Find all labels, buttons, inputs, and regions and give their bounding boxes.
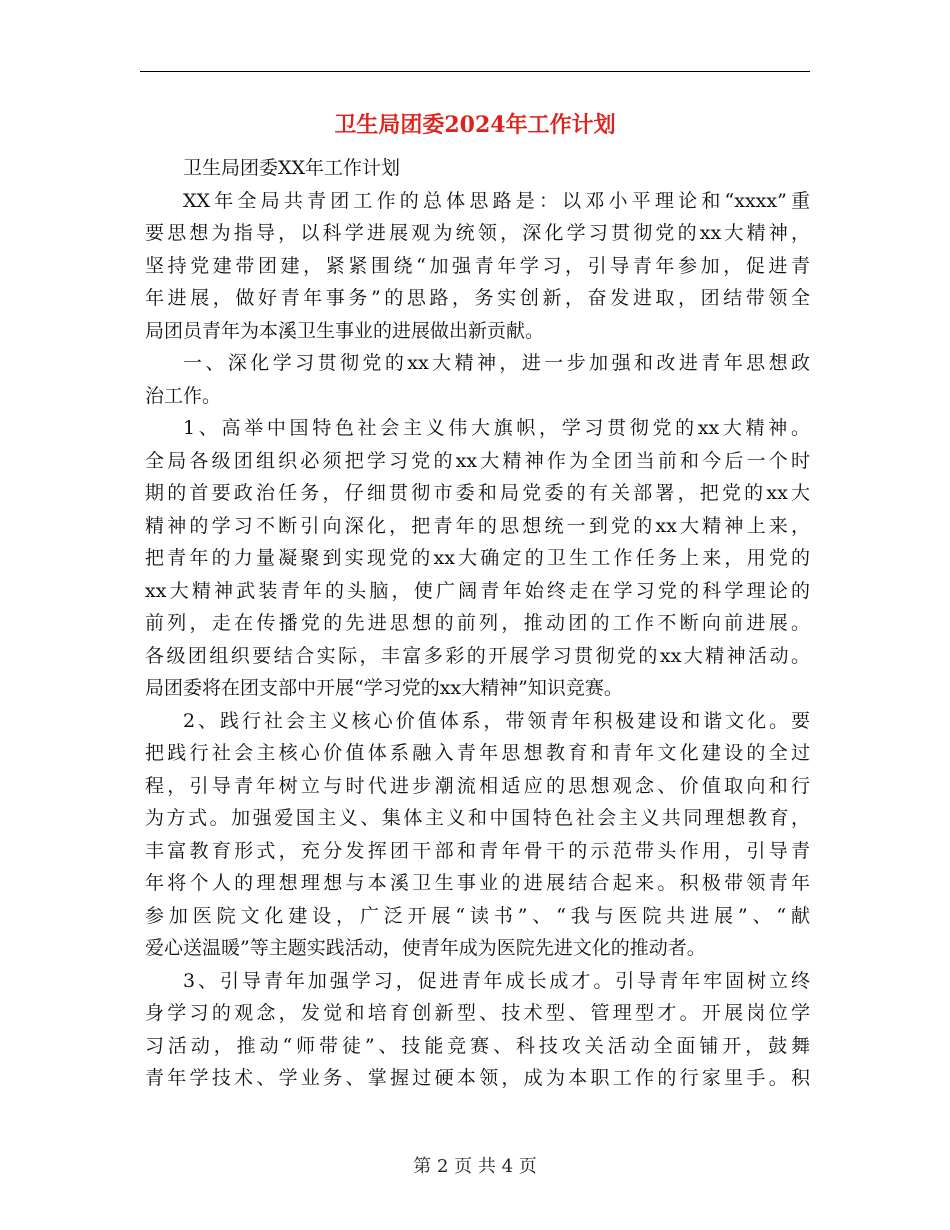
paragraph-line: 坚持党建带团建，紧紧围绕“加强青年学习，引导青年参加，促进青 [145,254,810,277]
paragraph-line: 为方式。加强爱国主义、集体主义和中国特色社会主义共同理想教育， [145,807,810,829]
header-rule [140,71,810,72]
paragraph-line: 年将个人的理想理想与本溪卫生事业的进展结合起来。积极带领青年 [145,872,810,894]
paragraph-line: 治工作。 [145,384,222,407]
paragraph-line: 1、高举中国特色社会主义伟大旗帜，学习贯彻党的xx大精神。 [183,417,810,439]
paragraph [145,965,810,1095]
paragraph-line: 年进展，做好青年事务”的思路，务实创新，奋发进取，团结带领全 [145,287,810,309]
paragraph-line: 参加医院文化建设，广泛开展“读书”、“我与医院共进展”、“献 [145,904,810,927]
paragraph-line: 程，引导青年树立与时代进步潮流相适应的思想观念、价值取向和行 [145,774,810,797]
paragraph-line: 全局各级团组织必须把学习党的xx大精神作为全团当前和今后一个时 [145,449,810,472]
paragraph-line: 习活动，推动“师带徒”、技能竞赛、科技攻关活动全面铺开，鼓舞 [145,1034,810,1057]
paragraph-line: xx大精神武装青年的头脑，使广阔青年始终走在学习党的科学理论的 [145,579,810,602]
paragraph-line: XX年全局共青团工作的总体思路是：以邓小平理论和“xxxx”重 [183,189,810,212]
paragraph-line: 要思想为指导，以科学进展观为统领，深化学习贯彻党的xx大精神， [145,222,810,244]
paragraph-line: 身学习的观念，发觉和培育创新型、技术型、管理型才。开展岗位学 [145,1002,810,1024]
paragraph-line: 前列，走在传播党的先进思想的前列，推动团的工作不断向前进展。 [145,612,810,634]
paragraph-line: 2、践行社会主义核心价值体系，带领青年积极建设和谐文化。要 [183,709,810,732]
paragraph-line: 局团员青年为本溪卫生事业的进展做出新贡献。 [145,319,545,342]
paragraph-line: 局团委将在团支部中开展“学习党的xx大精神”知识竞赛。 [145,677,623,699]
paragraph-line: 各级团组织要结合实际，丰富多彩的开展学习贯彻党的xx大精神活动。 [145,644,810,667]
paragraph-line: 卫生局团委XX年工作计划 [183,157,401,179]
paragraph-line: 丰富教育形式，充分发挥团干部和青年骨干的示范带头作用，引导青 [145,839,810,862]
paragraph [145,705,810,965]
paragraph-line: 把践行社会主核心价值体系融入青年思想教育和青年文化建设的全过 [145,742,810,764]
paragraph-line: 精神的学习不断引向深化，把青年的思想统一到党的xx大精神上来， [145,514,810,537]
paragraph-line: 把青年的力量凝聚到实现党的xx大确定的卫生工作任务上来，用党的 [145,547,810,569]
document-title: 卫生局团委2024年工作计划 [334,112,616,138]
paragraph-line: 期的首要政治任务，仔细贯彻市委和局党委的有关部署，把党的xx大 [145,482,810,504]
paragraph-line: 一、深化学习贯彻党的xx大精神，进一步加强和改进青年思想政 [183,352,810,374]
document-body [145,152,810,1095]
paragraph [145,412,810,705]
paragraph-line: 青年学技术、学业务、掌握过硬本领，成为本职工作的行家里手。积 [145,1067,810,1089]
page-number-footer: 第 2 页 共 4 页 [413,1156,537,1177]
paragraph [145,347,810,412]
paragraph [145,185,810,348]
paragraph-line: 3、引导青年加强学习，促进青年成长成才。引导青年牢固树立终 [183,969,810,992]
paragraph-line: 爱心送温暖”等主题实践活动，使青年成为医院先进文化的推动者。 [145,937,706,959]
paragraph [145,152,810,185]
